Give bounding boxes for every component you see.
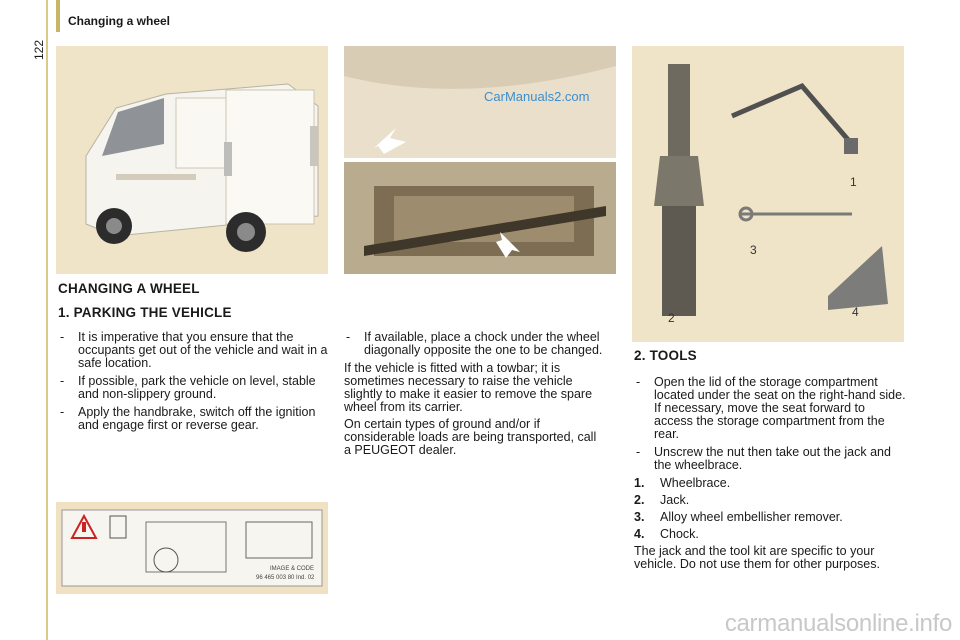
tool-item: 3. Alloy wheel embellisher remover. bbox=[634, 510, 843, 524]
label-sticker-line2: 96 465 003 80 Ind. 02 bbox=[256, 575, 315, 581]
footer-watermark: carmanualsonline.info bbox=[724, 610, 952, 637]
list-item: - Apply the handbrake, switch off the ignition and engage first or reverse gear. bbox=[60, 405, 316, 432]
tool-item: 4. Chock. bbox=[634, 527, 699, 541]
parking-list bbox=[58, 331, 328, 437]
warning-label-photo bbox=[56, 502, 328, 594]
callout-4: 4 bbox=[852, 305, 859, 319]
van-photo bbox=[56, 46, 328, 274]
header-accent-bar bbox=[56, 0, 60, 32]
label-sticker-line1: IMAGE & CODE bbox=[270, 566, 315, 572]
tool-item: 2. Jack. bbox=[634, 493, 690, 507]
tools-note: The jack and the tool kit are specific to your vehicle. Do not use them for other purposes. bbox=[634, 544, 880, 571]
tools-title: 2. TOOLS bbox=[634, 348, 697, 363]
list-item: - Open the lid of the storage compartment located under the seat on the right-hand side. If necessary, move the seat forward to access the storage compartment from the rear. bbox=[636, 375, 906, 441]
towbar-paragraph: If the vehicle is fitted with a towbar; it is sometimes necessary to raise the vehicle slightly to make it easier to remove the spare wheel from its carrier. bbox=[344, 361, 593, 414]
page-number: 122 bbox=[32, 39, 46, 60]
dealer-paragraph: On certain types of ground and/or if considerable loads are being transported, call a PEUGEOT dealer. bbox=[344, 417, 597, 457]
list-item: - If available, place a chock under the wheel diagonally opposite the one to be changed. bbox=[346, 330, 603, 357]
parking-title: 1. PARKING THE VEHICLE bbox=[58, 305, 232, 320]
seat-storage-photo bbox=[344, 46, 616, 274]
callout-1: 1 bbox=[850, 175, 857, 189]
page-header-title: Changing a wheel bbox=[68, 14, 171, 28]
margin-rule bbox=[46, 0, 48, 640]
callout-3: 3 bbox=[750, 243, 757, 257]
tool-item: 1. Wheelbrace. bbox=[634, 476, 731, 490]
list-item: - Unscrew the nut then take out the jack and the wheelbrace. bbox=[636, 445, 891, 472]
list-item: - If possible, park the vehicle on level, stable and non-slippery ground. bbox=[60, 374, 316, 401]
list-item: - It is imperative that you ensure that the occupants get out of the vehicle and wait in a safe location. bbox=[60, 330, 328, 370]
section-title: CHANGING A WHEEL bbox=[58, 281, 200, 296]
tools-list bbox=[634, 376, 906, 575]
site-watermark: CarManuals2.com bbox=[484, 89, 590, 104]
middle-column bbox=[344, 331, 606, 461]
callout-2: 2 bbox=[668, 311, 675, 325]
tools-photo bbox=[632, 46, 904, 342]
